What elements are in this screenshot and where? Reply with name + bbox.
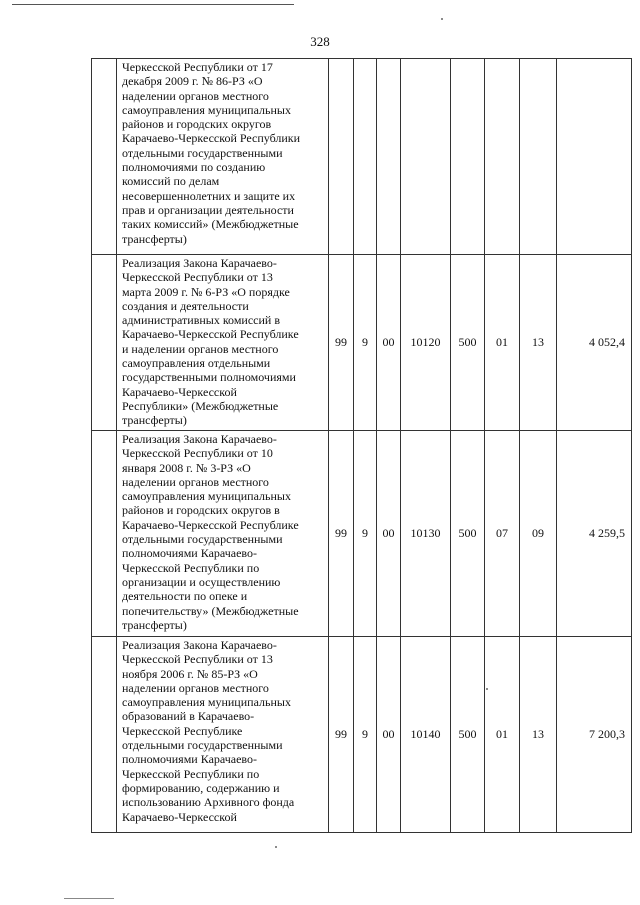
description-line: декабря 2009 г. № 86-РЗ «О <box>122 74 263 89</box>
description-line: трансферты) <box>122 413 187 428</box>
item-code-cell <box>401 59 451 255</box>
table-row <box>92 637 632 833</box>
footer-rule <box>64 898 114 899</box>
description-line: января 2008 г. № 3-РЗ «О <box>122 460 251 475</box>
subsection-code-cell: 13 <box>520 255 557 431</box>
item-code-cell: 10130 <box>401 431 451 637</box>
description-line: Реализация Закона Карачаево- <box>122 256 277 270</box>
subsection-code-cell: 09 <box>520 431 557 637</box>
amount-cell: 4 259,5 <box>557 431 632 637</box>
description-line: Республики» (Межбюджетные <box>122 398 279 413</box>
top-rule <box>12 4 294 5</box>
row-number-cell <box>92 255 117 431</box>
row-number-cell <box>92 59 117 255</box>
description-line: районов и городских округов в <box>122 503 280 518</box>
scan-speck <box>275 846 277 848</box>
table-row <box>92 431 632 637</box>
description-line: самоуправления муниципальных <box>122 102 291 117</box>
description-line: формированию, содержанию и <box>122 780 280 795</box>
description-line: отдельными государственными <box>122 145 283 160</box>
description-line: образований в Карачаево- <box>122 709 255 724</box>
table-row <box>92 255 632 431</box>
description-line: попечительству» (Межбюджетные <box>122 603 299 618</box>
direction-code-cell: 00 <box>377 637 401 833</box>
description-line: самоуправления отдельными <box>122 356 271 371</box>
scan-speck <box>441 18 443 20</box>
subprogram-code-cell: 9 <box>354 255 377 431</box>
description-cell <box>117 431 329 637</box>
description-cell <box>117 637 329 833</box>
description-line: Реализация Закона Карачаево- <box>122 432 277 446</box>
item-code-cell: 10140 <box>401 637 451 833</box>
description-line: наделении органов местного <box>122 88 269 103</box>
subprogram-code-cell <box>354 59 377 255</box>
section-code-cell: 01 <box>485 637 520 833</box>
description-line: комиссий по делам <box>122 174 220 189</box>
row-number-cell <box>92 637 117 833</box>
description-line: отдельными государственными <box>122 738 283 753</box>
subsection-code-cell: 13 <box>520 637 557 833</box>
description-line: наделении органов местного <box>122 680 269 695</box>
description-line: районов и городских округов <box>122 117 272 132</box>
description-line: Карачаево-Черкесской <box>122 809 237 824</box>
expense-type-code-cell: 500 <box>451 637 485 833</box>
description-line: государственными полномочиями <box>122 370 296 385</box>
description-line: трансферты) <box>122 617 187 632</box>
description-line: Черкесской Республики от 17 <box>122 60 273 74</box>
expense-type-code-cell <box>451 59 485 255</box>
direction-code-cell: 00 <box>377 255 401 431</box>
description-line: Черкесской Республики от 10 <box>122 446 273 461</box>
description-line: Карачаево-Черкесской Республике <box>122 327 299 342</box>
description-line: Черкесской Республики по <box>122 560 260 575</box>
description-line: отдельными государственными <box>122 532 283 547</box>
description-cell <box>117 59 329 255</box>
description-line: самоуправления муниципальных <box>122 489 291 504</box>
table-row <box>92 59 632 255</box>
description-line: административных комиссий в <box>122 313 281 328</box>
item-code-cell: 10120 <box>401 255 451 431</box>
description-line: деятельности по опеке и <box>122 589 248 604</box>
description-line: самоуправления муниципальных <box>122 695 291 710</box>
description-line: Карачаево-Черкесской Республике <box>122 517 299 532</box>
description-line: таких комиссий» (Межбюджетные <box>122 217 299 232</box>
description-line: организации и осуществлению <box>122 574 281 589</box>
subprogram-code-cell: 9 <box>354 431 377 637</box>
program-code-cell: 99 <box>329 637 354 833</box>
description-line: трансферты) <box>122 231 187 246</box>
direction-code-cell: 00 <box>377 431 401 637</box>
description-line: прав и организации деятельности <box>122 202 294 217</box>
program-code-cell: 99 <box>329 255 354 431</box>
description-line: наделении органов местного <box>122 474 269 489</box>
description-line: и наделении органов местного <box>122 341 279 356</box>
section-code-cell <box>485 59 520 255</box>
description-line: создания и деятельности <box>122 298 249 313</box>
description-line: полномочиями Карачаево- <box>122 752 258 767</box>
description-line: марта 2009 г. № 6-РЗ «О порядке <box>122 284 290 299</box>
description-line: несовершеннолетних и защите их <box>122 188 296 203</box>
description-line: Карачаево-Черкесской <box>122 384 237 399</box>
subprogram-code-cell: 9 <box>354 637 377 833</box>
description-line: полномочиями по созданию <box>122 160 266 175</box>
description-line: Черкесской Республики от 13 <box>122 652 273 667</box>
expense-type-code-cell: 500 <box>451 431 485 637</box>
subsection-code-cell <box>520 59 557 255</box>
program-code-cell: 99 <box>329 431 354 637</box>
description-line: использованию Архивного фонда <box>122 795 295 810</box>
program-code-cell <box>329 59 354 255</box>
section-code-cell: 07 <box>485 431 520 637</box>
amount-cell: 4 052,4 <box>557 255 632 431</box>
page-number: 328 <box>310 34 330 49</box>
row-number-cell <box>92 431 117 637</box>
section-code-cell: 01 <box>485 255 520 431</box>
direction-code-cell <box>377 59 401 255</box>
description-line: Черкесской Республики от 13 <box>122 270 273 285</box>
amount-cell: 7 200,3 <box>557 637 632 833</box>
description-line: Карачаево-Черкесской Республики <box>122 131 301 146</box>
description-line: полномочиями Карачаево- <box>122 546 258 561</box>
scan-speck <box>486 688 488 690</box>
description-line: Черкесской Республике <box>122 723 243 738</box>
table-body <box>92 59 632 833</box>
expense-type-code-cell: 500 <box>451 255 485 431</box>
description-cell <box>117 255 329 431</box>
budget-table <box>91 58 632 833</box>
description-line: Реализация Закона Карачаево- <box>122 638 277 652</box>
amount-cell <box>557 59 632 255</box>
description-line: Черкесской Республики по <box>122 766 260 781</box>
description-line: ноября 2006 г. № 85-РЗ «О <box>122 666 258 681</box>
